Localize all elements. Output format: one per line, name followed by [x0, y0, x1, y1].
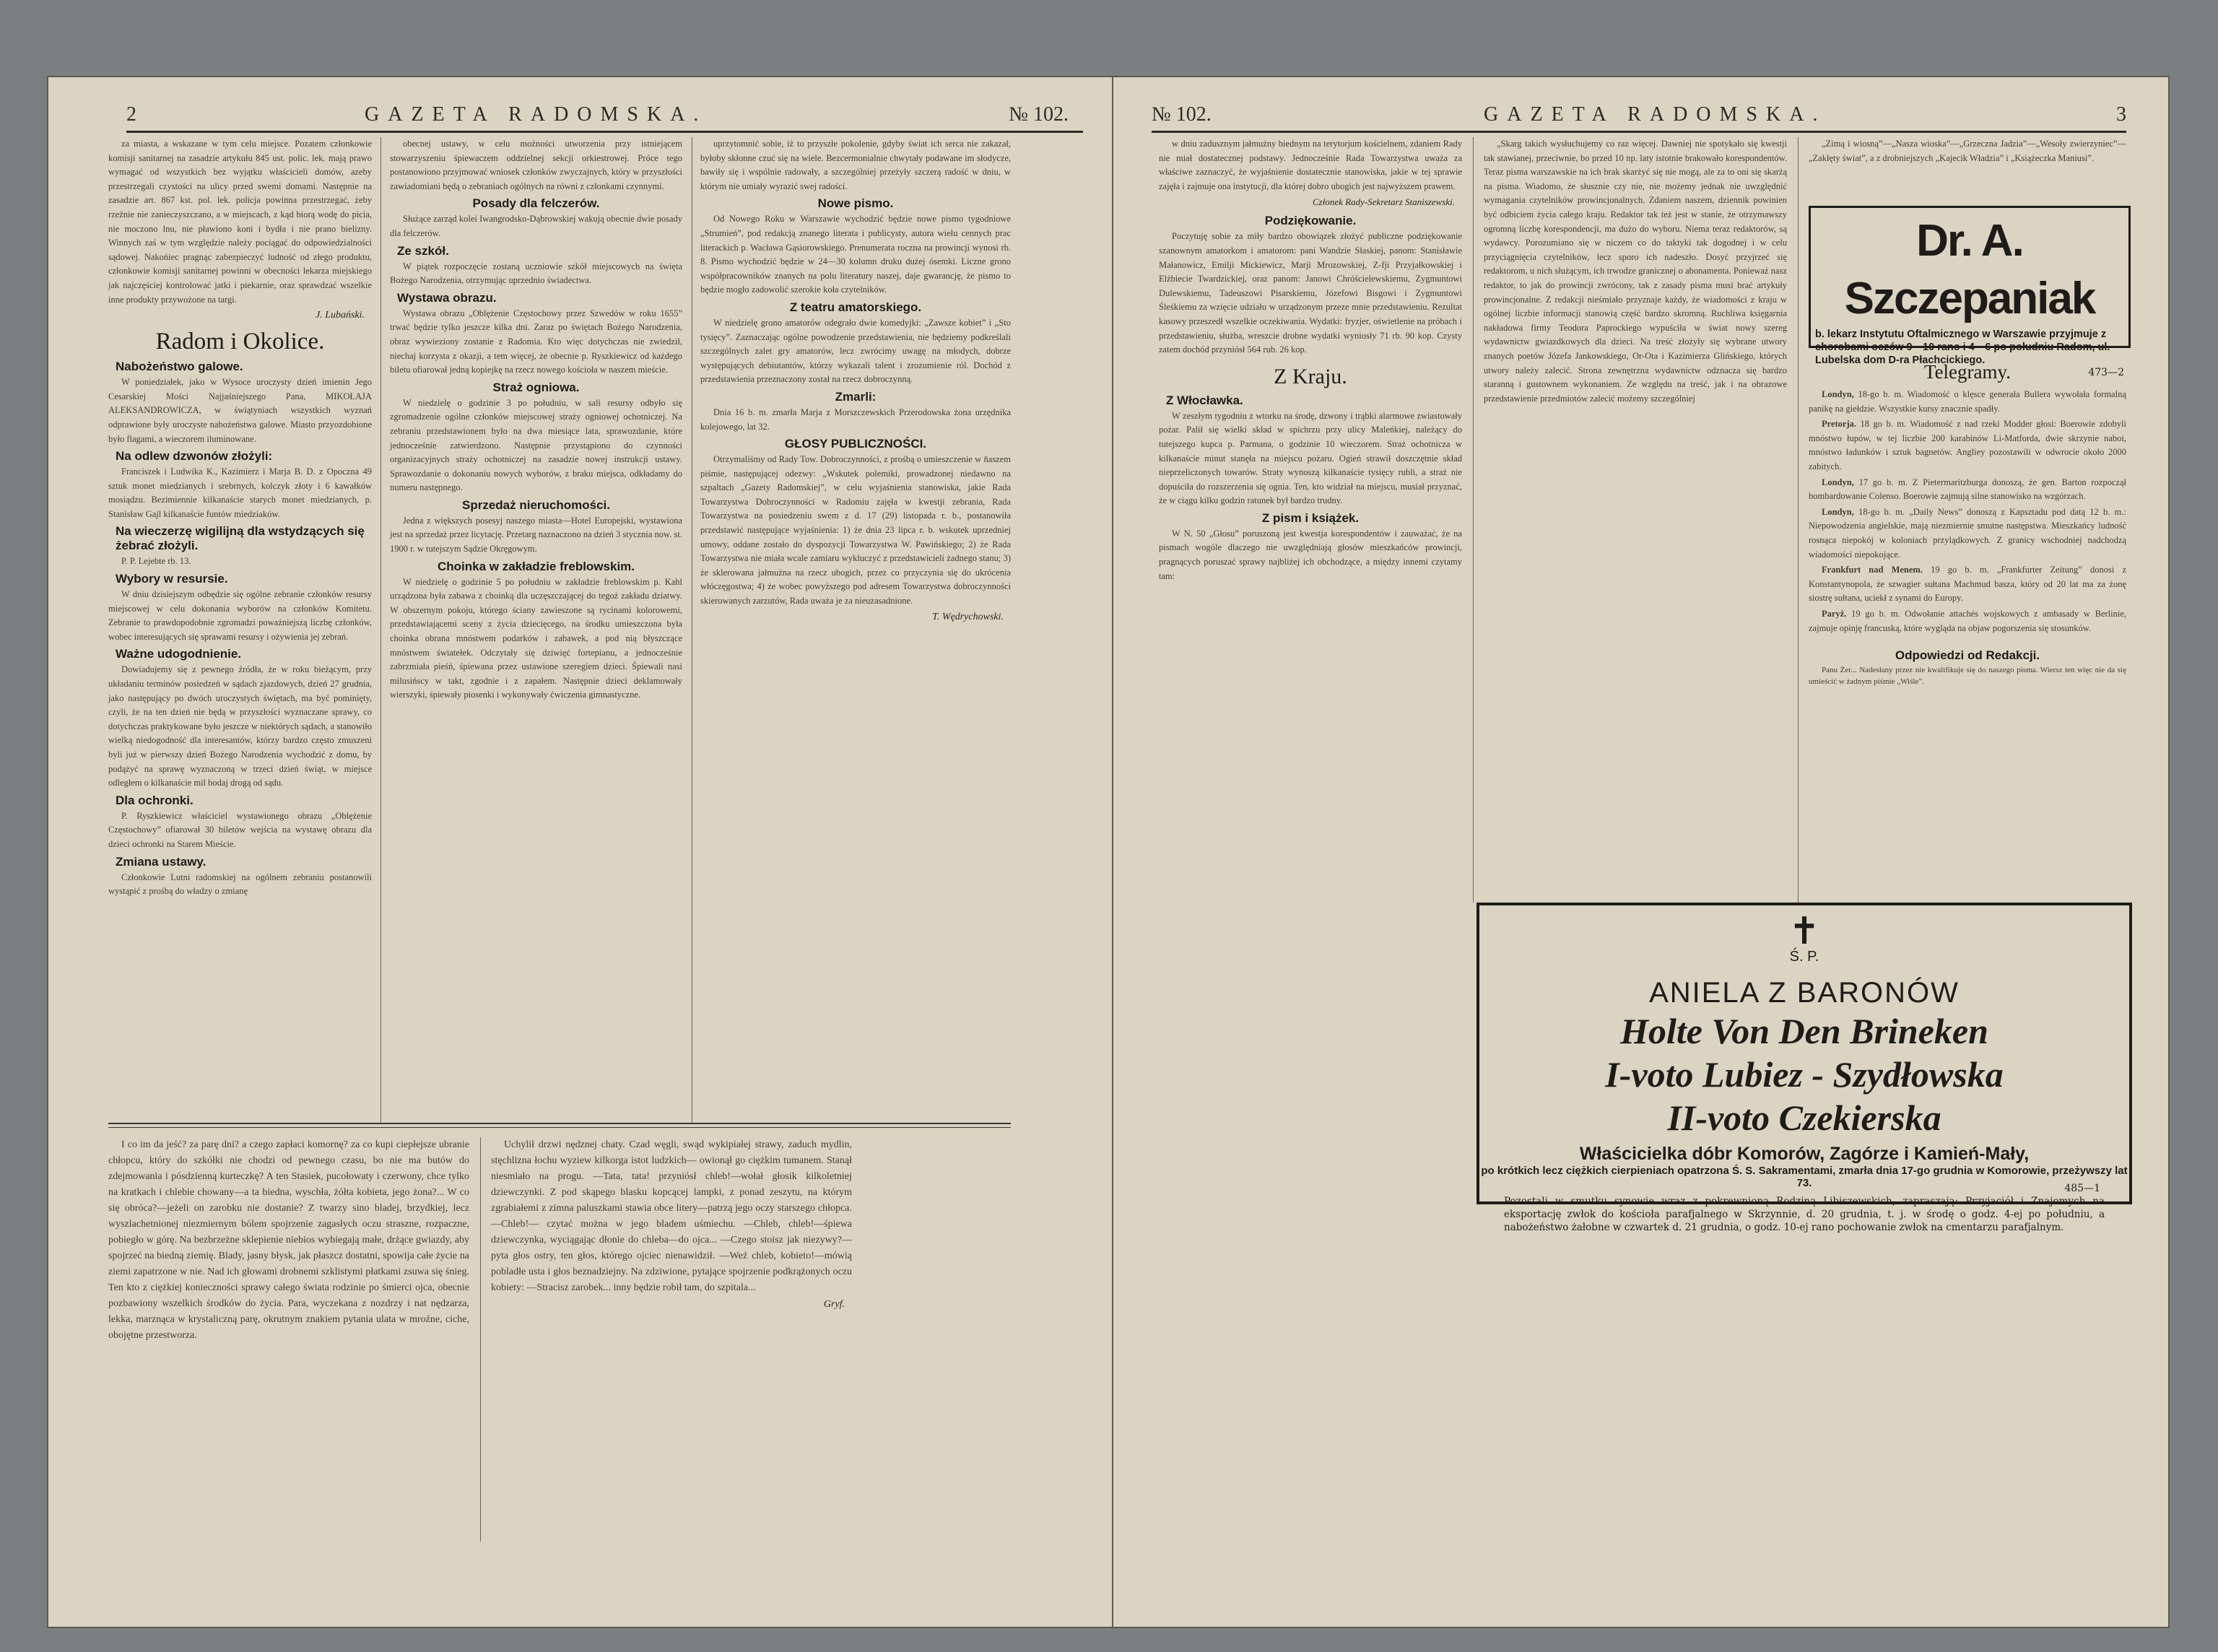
obituary-estate: Właścicielka dóbr Komorów, Zagórze i Kamień-Mały,: [1579, 1144, 2030, 1164]
news-text: W zeszłym tygodniu z wtorku na środę, dzwony i trąbki alarmowe zwiastowały pożar. Palił się wielki skład w spichrzu przy ulicy Maleńkiej, należący do tutejszego kupca p. Parmana, o godzinie 10 wieczorem. Straż ochotnicza w kilkanaście minut stanęła na miejscu pożaru. Ogień strawił doszczętnie skład nieprzeliczonych towarów. Straty wynoszą kilkanaście tysięcy rubli, a straż nie dopuściła do rozszerzenia się ognia. Ten, kto widział na miejscu, musiał przyznać, że w ciągu kilku godzin ratunek był bardzo trudny.: [1159, 410, 1462, 506]
obituary-first-marriage: I-voto Lubiez - Szydłowska: [1605, 1054, 2004, 1095]
news-text: Otrzymaliśmy od Rady Tow. Dobroczynności, z prośbą o umieszczenie w n̄aszem piśmie, następującej odezwy: „Wskutek polemiki, prowadzonej niedawno na szpaltach „Gazety Radomskiej”, w celu wyjaśnienia stanowiska, jakie Rada Towarzystwa Dobroczynności w Radomiu zajęła w kwestji zebrania, Rada Towarzystwa na posiedzeniu swem z d. 17 (29) listopada r. b., postanowiła przedstawić następujące wyjaśnienia: 1) że dnia 23 lipca r. b. wskutek uprzedniej umowy, oddane zostało do dyspozycji Towarzystwa W. Pawińskiego; 2) że Rada Towarzystwa nie miała wcale zamiaru wykluczyć z przedstawicieli żadnego stanu; 3) że sklerowana jałmużna na rzecz ubogich, przez co przyczynia się do ukrócenia włóczęgostwa; 4) że wobec powyższego pod adresem Towarzystwa dobroczynności skierowanych zarzutów, Rada uważa je za nieuzasadnione.: [700, 454, 1011, 607]
news-text: w dniu zadusznym jałmużny biednym na terytorjum kościelnem, zdaniem Rady nie miał dostatecznej podstawy. Jednocześnie Rada Towarzystwa uważa za właściwe zaznaczyć, że wyjaśnienie dostatecznie stanowiska, jakie w tej sprawie zajęła i zajmuje ona instytucji, dla której dobro ubogich jest najwyższem prawem.: [1159, 139, 1462, 191]
telegram: Paryż. 19 go b. m. Odwołanie attachés wojskowych z ambasady w Berlinie, zajmuje opinję francuską, które wygląda na objaw pogorszenia się stosunków.: [1809, 608, 2126, 633]
news-text: W niedzielę grono amatorów odegrało dwie komedyjki: „Zawsze kobiet” i „Sto tysięcy”. Zaznaczając ogólne powodzenie przedstawienia, nie będziemy podkreślali szczególnych zalet gry amatorów, lecz zwrócimy uwagę na młodych, dobrze występujących debiutantów, którzy wykazali talent i zrozumienie ról. Dochód z przedstawienia przeznaczony został na rzecz dobroczynną.: [700, 317, 1011, 385]
news-heading: Wystawa obrazu.: [397, 290, 497, 305]
article-signature: J. Lubański.: [315, 310, 365, 321]
telegram: Frankfurt nad Menem. 19 go b. m. „Frankfurter Zeitung” donosi z Konstantynopola, że szwagier sułtana Machmud basza, który od 20 lat ma za żonę siostrę sułtana, uciekł z synami do Europy.: [1809, 565, 2127, 604]
news-text: Służące zarząd kolei Iwangrodsko-Dąbrowskiej wakują obecnie dwie posady dla felczerów.: [390, 214, 682, 238]
section-title-radom: Radom i Okolice.: [155, 329, 325, 355]
right-column-1: [1159, 137, 1462, 585]
news-heading: Posady dla felczerów.: [472, 196, 600, 211]
doctor-name: Dr. A. Szczepaniak: [1844, 216, 2095, 323]
obituary-death-info: po krótkich lecz ciężkich cierpieniach opatrzona Ś. S. Sakramentami, zmarła dnia 17-go grudnia w Komorowie, przeżywszy lat 73.: [1481, 1165, 2128, 1189]
left-column-1: [108, 137, 372, 900]
news-text: P. P. Lejebte rb. 13.: [121, 556, 191, 567]
right-column-3: [1809, 137, 2126, 167]
article-signature: Członek Rady-Sekretarz Staniszewski.: [1312, 196, 1455, 208]
news-heading: GŁOSY PUBLICZNOŚCI.: [784, 437, 927, 451]
doctor-details: b. lekarz Instytutu Oftalmicznego w Warszawie przyjmuje z chorobami oczów 9—10 rano i 4—6 po południu Radom, ul. Lubelska dom D-ra Płachcickiego.: [1815, 329, 2110, 366]
obituary-notice: [1477, 903, 2132, 1233]
news-text: P. Ryszkiewicz właściciel wystawionego obrazu „Oblężenie Częstochowy” ofiarował 30 biletów wejścia na wystawę obrazu dla dzieci ochronki na Starem Mieście.: [108, 810, 372, 849]
news-heading: Wybory w resursie.: [116, 572, 228, 586]
news-text: Od Nowego Roku w Warszawie wychodzić będzie nowe pismo tygodniowe „Strumień”, pod redakcją znanego literata i publicysty, autora wielu cennych prac literackich p. Wacława Gąsiorowskiego. Prenumerata roczna na prowincji wynosi rb. 8. Pismo wychodzić będzie w 24—30 kolumn druku dużej ósemki. Liczne grono współpracowników znanych na polu literatury naszej, daje gwarancję, że pismo to będzie mogło zadowolić szerokie koła czytelników.: [700, 214, 1011, 295]
news-heading: Ważne udogodnienie.: [116, 647, 242, 661]
news-text: Członkowie Lutni radomskiej na ogólnem zebraniu postanowili wystąpić z prośbą do władzy o zmianę: [108, 871, 372, 897]
column-rule: [480, 1137, 481, 1542]
telegram: Londyn, 18-go b. m. „Daily News” donoszą z Kapsztadu pod datą 12 b. m.: Niepowodzenia angielskie, mają niezmiernie smutne następstwa. Mieszkańcy ludność rosnąca niepokój w koloniach przylądkowych. Z granicy wschodniej nadchodzą wiadomości niepokojące.: [1809, 506, 2126, 560]
newspaper-title: GAZETA RADOMSKA.: [365, 103, 708, 126]
news-heading: Nabożeństwo galowe.: [116, 360, 243, 374]
obituary-invitation: Pozostali w smutku synowie wraz z pokrewnioną Rodziną Libiszewskich, zapraszają: Przyjaciół i Znajomych na eksportację zwłok do kościoła parafjalnego w Skrzynnie, d. 20 grudnia, t. j. w środę o godz. 4-ej po południu, a nabożeństwo żałobne w czwartek d. 21 grudnia, o godz. 10-ej rano pochowanie zwłok na cmentarzu parafjalnym.: [1504, 1196, 2105, 1233]
issue-number: № 102.: [1152, 103, 1212, 126]
feuilleton-rule: [108, 1127, 1011, 1128]
feuilleton-signature: Gryf.: [823, 1299, 845, 1310]
telegram: Londyn, 17 go b. m. Z Pietermaritzburga donoszą, że gen. Barton rozpoczął bombardowanie Colenso. Boerowie zajmują silne stanowisko na wzgórzach.: [1809, 477, 2126, 502]
column-rule: [380, 137, 381, 1123]
right-column-2: [1484, 137, 1787, 407]
news-text: Jedna z większych posesyj naszego miasta—Hotel Europejski, wystawiona jest na sprzedaż przez licytację. Przetarg naznaczono na dzień 3 stycznia now. st. 1900 r. w tutejszym Sądzie Okręgowym.: [390, 515, 682, 555]
feuilleton-column-1: [108, 1137, 469, 1345]
ad-number: 473—2: [2088, 367, 2124, 378]
news-heading: Podziękowanie.: [1264, 214, 1357, 228]
page-number: 2: [126, 103, 136, 126]
news-heading: Nowe pismo.: [817, 196, 894, 211]
left-page: [47, 76, 1115, 1628]
news-text: Franciszek i Ludwika K., Kazimierz i Marja B. D. z Opoczna 49 sztuk monet miedzianych i srebrnych, kolczyk złoty i 6 kawałków mosiądzu. Bezimiennie kilkanaście starych monet miedzianych, p. Stanisław Gajl kilkanaście funtów miedziaków.: [108, 466, 372, 519]
ad-number: 485—1: [2064, 1183, 2100, 1194]
news-heading: Z teatru amatorskiego.: [789, 300, 922, 314]
news-heading: Ze szkół.: [397, 243, 449, 258]
news-heading: Na wieczerzę wigilijną dla wstydzących się żebrać złożyli.: [116, 524, 365, 553]
news-heading: Z Włocławka.: [1166, 393, 1243, 407]
article-text: za miasta, a wskazane w tym celu miejsce. Pozatem członkowie komisji sanitarnej na zasadzie artykułu 845 ust. polic. lek. mają prawo wymagać od wszystkich bez wyjątku właścicieli domów, azeby przestrzegali czystości na ulicy przed swemi domami. Następnie na zasadzie art. 867 kst. pol. lek. policja powinna przestrzegać, żeby rzeźnie nie zanieczyszczano, a w miejscach, z kąd biorą wodę do picia, nie moczono lnu, nie pławiono koni i bydła i nie prano bielizny. Winnych zaś w tym względzie należy pociągać do odpowiedzialności sądowej. Nakońiec pragnąc zabezpieczyć ludność od złego produktu, członkowie komisji sanitarnej powinni w obecności lekarza miejskiego jak najczęściej kontrolować jatki i piekarnie, oraz sprawdzać wszelkie inne produkty przywożone na targi.: [108, 139, 372, 305]
issue-number: № 102.: [1009, 103, 1069, 126]
newspaper-title: GAZETA RADOMSKA.: [1484, 103, 1827, 126]
news-text: Dowiadujemy się z pewnego źródła, że w roku bieżącym, przy układaniu terminów posiedzeń w sądach zjazdowych, dzień 27 grudnia, jako następujący po dwóch uroczystych świętach, ma być pominięty, czyli, że na ten dzień nie będą w przyszłości wyznaczane sprawy, co dotychczas praktykowane było jeszcze w niektórych sądach, a stanowiło wielką niedogodność dla interesantów, którzy bardzo często zmuszeni byli już w pierwszy dzień Bożego Narodzenia wychodzić z domu, by podążyć na sprawę wyznaczoną w trzeci dzień świąt, w miejsce odległem o kilkanaście mil bodaj drogą od sądu.: [108, 664, 372, 788]
news-text: W piątek rozpoczęcie zostaną uczniowie szkół miejscowych na święta Bożego Narodzenia, otrzymując uprzednio świadectwa.: [390, 261, 682, 286]
column-rule: [1798, 137, 1799, 903]
left-column-2: [390, 137, 682, 704]
page-number: 3: [2116, 103, 2126, 126]
obituary-sp: Ś. P.: [1789, 949, 1819, 965]
cross-icon: ✝: [1788, 910, 1820, 953]
feuilleton-text: Uchylił drzwi nędznej chaty. Czad węgli, swąd wykipiałej strawy, zaduch mydlin, stęchlizna łochu wyziew kilkorga istot ludzkich— owionął go ciężkim tumanem. Stanął niesmiało na progu. —Tata, tata! przyniósł chleb!—wołał głosik kilkoletniej dziewczynki. Z pod skąpego blasku kopcącej lampki, z ponad zeszytu, na którym zgrabiałemi z zimna paluszkami stawia obce litery—patrzą jego oczy starszego chłopca. —Chleb!— czytać można w jego bladem uśmiechu. —Chleb, chleb!—śpiewa dziewczynka, wyciągając dłonie do chleba—do ojca... —Czego stoisz jak niezywy?—pyta głos ostry, ten głos, którego ojciec nienawidził. —Weź chleb, kobieto!—mówią pobladłe usta i głos beznadziejny. Na zdziwione, pytające spojrzenie podkrążonych oczu kobiety: —Stracisz zarobek... inny będzie robił tam, do szpitala...: [491, 1139, 852, 1293]
news-heading: Odpowiedzi od Redakcji.: [1895, 648, 2040, 663]
news-text: W dniu dzisiejszym odbędzie się ogólne zebranie członków resursy miejscowej w celu dokonania wyborów na członków Komitetu. Zebranie to prawdopodobnie zgromadzi poważniejszą liczbę członków, wobec interesujących się sprawami resursy i ożywienia jej zebrań.: [108, 589, 372, 642]
news-text: Panu Żer... Nadesłany przez nie kwalifikuje się do naszego pisma. Wiersz ten więc nie da się umieścić w żadnym piśmie „Wiśle”.: [1809, 666, 2126, 687]
column-rule: [1473, 137, 1474, 903]
article-signature: T. Wędrychowski.: [932, 611, 1004, 622]
news-heading: Na odlew dzwonów złożyli:: [116, 449, 273, 464]
obituary-surname: Holte Von Den Brineken: [1620, 1011, 1988, 1051]
section-title-telegrams: Telegramy.: [1923, 361, 2012, 383]
news-text: „Skarg takich wysłuchujemy co raz więcej. Dawniej nie spotykało się kwestji tak stawianej, przeciwnie, bo przed 10 np. laty istotnie brakowało korespondentów. Teraz pisma warszawskie na ich brak skarżyć się nie mogą, ale za to oni się skarżą na pisma. Wiadomo, że słusznie czy nie, nie możemy jednak nie uwzględnić wymagania czytelników prowincjonalnych. Zdaniem naszem, dziennik powinien być odbiciem życia całego kraju. Redaktor tak też jest w stanie, że otrzymawszy ogromną liczbę korespondencji, ma dużo do wyboru. Niema teraz redaktorów, są wydawcy. Porozumiano się w niczem co do taktyki tak dogodnej i w celu przyciągnięcia czytelników, lecz sporo ich nadeszło. Dosyć przyjrzeć się redaktorom, u nich służącym, ich trwodze granicznej o abonamenta. Ponieważ nasz redaktor, to jak do prowincji zwrócony, tak z zasady pisma musi brać artykuły prowincjonalne. Z redakcji nieśmiało przyznaje każdy, że wiadomości z kraju w ogólnej liczbie informacji stanowią część bardzo skromną. Ruchliwa księgarnia nakładowa firmy Teodora Paprockiego wypuściła w świat nowy szereg wydawnictw gwiazdkowych dla dzieci. Na treść złożyły się wybrane utwory znanych poetów Józefa Jankowskiego, Or-Ota i Kazimierza Glińskiego, których utwory należy zalecić. Strona zewnętrzna wydawnictw odznacza się bardzo staranną i gustownem wykonaniem. Ze względu na treść, jak i na obrazowe przedstawienie przedmiotów zalecić możemy szczególniej: [1484, 139, 1787, 404]
news-heading: Zmiana ustawy.: [116, 854, 206, 869]
news-text: W niedzielę o godzinie 3 po południu, w sali resursy odbyło się zgromadzenie ogólne członków miejscowej straży ogniowej ochotniczej. Na zebraniu przedstawionem było na dwa miesiące lata, sprawozdanie, które jednocześnie zatwierdzono. Następnie przystąpiono do czynności organizacyjnych straży ochotniczej na zasadzie nowej instrukcji ustawy. Sprawozdanie o dokonaniu nowych wyborów, z braku miejsca, odkładamy do numeru następnego.: [390, 397, 682, 493]
news-heading: Straż ogniowa.: [492, 380, 580, 394]
news-text: uprzytomnić sobie, iż to przyszłe pokolenie, gdyby świat ich serca nie zakazał, byłoby skłonne czuć się na wiele. Bezcermonialnie chwytały podawane im słodycze, bawiły się i wspólnie radowały, a szczególniej przeżyły szczerą radość w dniu, w którym nie umiały wyrazić swej radości.: [700, 139, 1011, 191]
news-text: Wystawa obrazu „Oblężenie Częstochowy przez Szwedów w roku 1655” trwać będzie tylko jeszcze kilka dni. Zaraz po świętach Bożego Narodzenia, obraz wywieziony zostanie z Radomia. Kto więc dotychczas nie zwiedził, niechaj korzysta z okazji, a tem więcej, że obecnie p. Ryszkiewicz od każdego biletu ofiarował jedną kopiejkę na rzecz nowego kościoła w naszem mieście.: [390, 308, 682, 375]
news-text: Poczytuję sobie za miły bardzo obowiązek złożyć publiczne podziękowanie szanownym amatorkom i amatorom: pani Wandzie Słaskiej, panom: Stanisławie Małanowicz, Emilji Mickiewicz, Marji Mrozowskiej, Z-fji Przyjałkowskiej i Elżbiecie Twardzickiej, oraz panom: Janowi Chróścielewskiemu, Zygmuntowi Dulewskiemu, Tadeuszowi Pisarskiemu, Józefowi Bisgowi i Zygmuntowi Śleśkiemu za wzięcie udziału w urządzonym przeze mnie przedstawieniu. Rezultat kasowy przeszedł wszelkie oczekiwania. Wydatki: fryzjer, oświetlenie na próbach i przedstawieniu, służba, wreszcie drobne wydatki wyniosły 71 rb. 90 kop. Czysty zatem dochód przyniósł 564 rub. 26 kop.: [1159, 231, 1462, 355]
news-heading: Z pism i książek.: [1261, 510, 1360, 525]
feuilleton-text: I co im da jeść? za parę dni? a czego zapłaci komornę? za co kupi ciepłejsze ubranie chłopcu, który do szkółki nie chodzi od pewnego czasu, bo nie ma butów do zdejmowania i pósdzienną kurteczkę? A ten Stasiek, pucołowaty i czerwony, chce tylko na kratkach i chlebie chowany—a ta biedna, wyschła, żółta kobieta, jego żona?... W co się obróca?—jeżeli on zarobku nie dostanie? Z twarzy sino bladej, brzydkiej, lecz wyszlachetnionej niezmiernym bólem spojrzenie zagasłych oczu straszne, rozpaczne, pobiegło w górę. Na bezbrzeżne sklepienie niebios wybiegają małe, drżące gwiazdy, aby spojrzeć na biedną ziemię. Blady, jasny błysk, jak płaszcz dostatni, spowija całe życie na ziemi zapatrzone w nie. Nad ich głowami drobnemi szklistymi płatkami zsuwa się śnieg. Ten kto z ciężkiej konieczności sprawy całego świata rodzinie po śmierci ojca, obecnie pozbawiony wszelkich środków do życia. Para, wyczekana z nozdrzy i nat nędzarza, lekka, marznąca w krystaliczną parę, okrutnym znakiem pytania ulata w mroźne, ciche, obojętne przestworza.: [108, 1139, 469, 1341]
section-title-kraj: Z Kraju.: [1274, 364, 1347, 388]
telegram: Pretorja. 18 go b. m. Wiadomość z nad rzeki Modder głosi: Boerowie zdobyli mnóstwo łupów, w tej liczbie 200 karabinów Li-Matforda, dwie skrzynie naboi, mnóstwo ładunków i sztuk bagnetów. Angliey pozostawili w odwrocie około 2000 zabitych.: [1809, 419, 2126, 471]
right-page-header: [1152, 97, 2126, 133]
news-text: W poniedziałek, jako w Wysoce uroczysty dzień imienin Jego Cesarskiej Mości Najjaśniejszego Pana, MIKOŁAJA ALEKSANDROWICZA, w świątyniach wszystkich wyznań odprawione były uroczyste nabożeństwa galowe. Miasto przyozdobione było flagami, a wieczorem iluminowane.: [108, 377, 372, 444]
left-page-header: [126, 97, 1083, 133]
left-column-3: [700, 137, 1011, 629]
news-text: W niedzielę o godzinie 5 po południu w zakładzie freblowskim p. Kahl urządzona była zabawa z choinką dla uczęszczającej do tegoż zakładu dziatwy. W obszernym pokoju, którego ściany zawieszone są rycinami kolorowemi, przedstawiającemi sceny z życia dziecięcego, na środku umieszczona była choinka obrana mnóstwem podarków i zabawek, a pod nią błyszczące mnóstwem światełek. Odczytały się dziwięć fortepianu, a jednocześnie zabrzmiała pieśń, śpiewana przez ustawione szeregiem dzieci. Śpiewali nasi milusińscy w takt, zgodnie i z zapałem. Następnie dzieci deklamowały wierszyki, śpiewały piosenki i wykonywały ćwiczenia gimnastyczne.: [390, 576, 682, 700]
news-text: W N. 50 „Głosu” poruszoną jest kwestja korespondentów i zauważać, że na pismach wogóle dlaczego nie uwzględniają głosów mieszkańców prowincji, pragnących poruszać sprawy najbliżej ich obchodzące, a między innemi czytamy tam:: [1159, 528, 1462, 581]
news-text: obecnej ustawy, w celu możności utworzenia przy istniejącem stowarzyszeniu śpiewaczem oddzielnej sekcji orkiestrowej. Próce tego postanowiono przyjmować wniosek członków zwyczajnych, który w przyszłości zawiadomiani będą o zebraniach ogólnych na równi z członkami czynnymi.: [390, 139, 682, 191]
telegrams-column: [1809, 354, 2126, 689]
feuilleton-column-2: [491, 1137, 852, 1316]
news-heading: Choinka w zakładzie freblowskim.: [437, 559, 635, 573]
feuilleton-rule: [108, 1123, 1011, 1124]
right-page: [1112, 76, 2170, 1628]
telegram: Londyn, 18-go b. m. Wiadomość o klęsce generała Bullera wywołała formalną panikę na giełdzie. Wszystkie kursy znacznie spadły.: [1809, 389, 2126, 414]
news-heading: Zmarli:: [835, 389, 877, 404]
news-text: Dnia 16 b. m. zmarła Marja z Morszczewskich Przerodowska żona urzędnika kolejowego, lat 32.: [700, 407, 1011, 432]
news-heading: Sprzedaż nieruchomości.: [462, 497, 610, 512]
news-heading: Dla ochronki.: [116, 793, 193, 807]
news-text: „Zimą i wiosną”—„Nasza wioska”—„Grzeczna Jadzia”—„Wesoły zwierzyniec”—„Zakłęty świat”, a z drobniejszych „Kajecik Władzia” i „Książeczka Maniusi”.: [1809, 139, 2126, 163]
obituary-name: ANIELA Z BARONÓW: [1649, 977, 1960, 1009]
obituary-second-marriage: II-voto Czekierska: [1667, 1097, 1941, 1138]
